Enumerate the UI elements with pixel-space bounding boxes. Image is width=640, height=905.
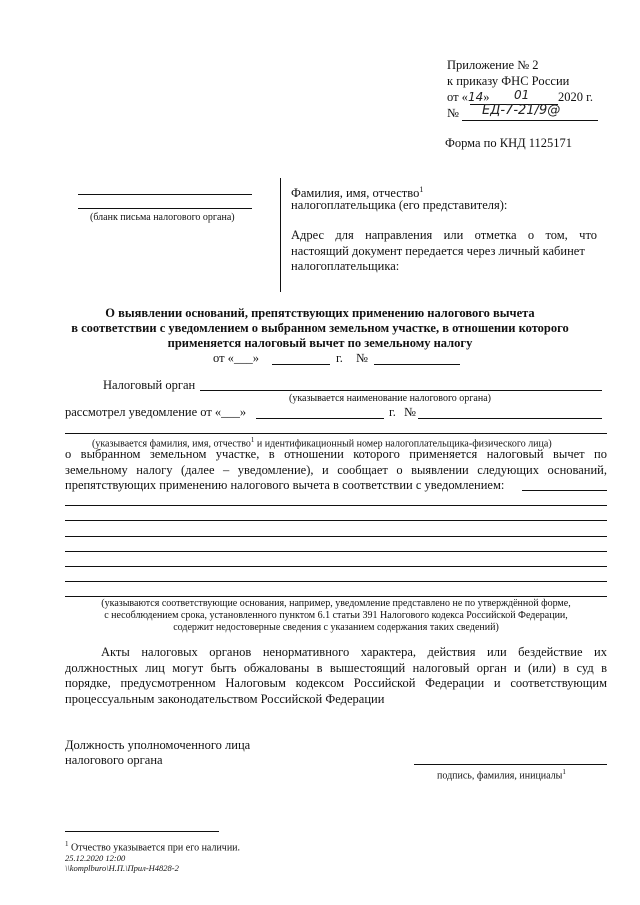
reasons-line-7 — [65, 596, 607, 597]
reasons-line-0 — [522, 490, 607, 491]
order-date-month: 01 — [514, 88, 530, 102]
blank-line-2 — [78, 208, 252, 209]
order-reference: к приказу ФНС России — [447, 74, 570, 88]
tax-body-line — [200, 390, 602, 391]
person-caption-sup: 1 — [250, 436, 255, 444]
footnote-meta-path: \\komplburo\Н.П.\Прил-Н4828-2 — [65, 863, 179, 873]
title-date-day: ___ — [233, 351, 253, 365]
title-date-mid: » — [252, 351, 259, 365]
form-code: Форма по КНД 1125171 — [445, 136, 573, 150]
paragraph-1-line-2: земельному налогу (далее – уведомление), и сообщает о выявлении следующих оснований, — [65, 463, 607, 477]
signature-line — [414, 764, 607, 765]
addressee-name-sup: 1 — [419, 185, 424, 194]
tax-body-label: Налоговый орган — [103, 378, 196, 392]
reasons-line-5 — [65, 566, 607, 567]
reviewed-number-line — [418, 418, 602, 419]
signature-caption — [437, 766, 566, 782]
reasons-line-3 — [65, 536, 607, 537]
reasons-line-2 — [65, 520, 607, 521]
addressee-address-2: настоящий документ передается через личный кабинет — [291, 244, 585, 258]
appendix-title: Приложение № 2 — [447, 58, 539, 72]
title-year: г. — [336, 351, 343, 365]
signature-caption-text: подпись, фамилия, инициалы — [437, 770, 563, 782]
reviewed-date-line — [256, 418, 384, 419]
person-caption-b: и идентификационный номер налогоплательщика-физического лица) — [254, 438, 552, 450]
addressee-address-3: налогоплательщика: — [291, 259, 400, 273]
title-number-line — [374, 364, 460, 365]
addressee-address-1: Адрес для направления или отметка о том, что — [291, 228, 597, 242]
paragraph-1-line-1: о выбранном земельном участке, в отношении которого применяется налоговый вычет по — [65, 447, 607, 461]
order-number: ЕД-7-21/9@ — [482, 103, 561, 118]
title-line-2: в соответствии с уведомлением о выбранном земельном участке, в отношении которого — [71, 321, 569, 335]
paragraph-2-line-2: должностных лиц могут быть обжалованы в вышестоящий налоговый орган и (или) в суд в — [65, 661, 607, 675]
title-number: № — [356, 351, 368, 365]
reviewed-day: ___ — [221, 405, 240, 419]
tax-body-caption: (указывается наименование налогового органа) — [289, 393, 491, 404]
order-date-year: 2020 г. — [558, 90, 593, 104]
reasons-caption-1: (указываются соответствующие основания, например, уведомление представлено не по утверждённой форме, — [101, 598, 571, 609]
footnote-meta-date: 25.12.2020 12:00 — [65, 853, 126, 863]
signatory-position-2: налогового органа — [65, 753, 163, 767]
footnote — [65, 838, 240, 854]
reviewed-text — [65, 405, 246, 420]
paragraph-1-line-3: препятствующих применению налогового вычета в соответствии с уведомлением: — [65, 478, 505, 492]
addressee-divider — [280, 178, 281, 292]
order-number-prefix: № — [447, 106, 459, 120]
blank-line-1 — [78, 194, 252, 195]
paragraph-2-line-3: порядке, предусмотренном Налоговым кодексом Российской Федерации и соответствующим — [65, 676, 607, 690]
reviewed-mid: » — [239, 405, 247, 419]
signatory-position-1: Должность уполномоченного лица — [65, 738, 251, 752]
person-caption-a: (указывается фамилия, имя, отчество — [92, 438, 251, 450]
reasons-line-4 — [65, 551, 607, 552]
addressee-name-text: Фамилия, имя, отчество — [291, 186, 420, 201]
paragraph-2-line-1: Акты налоговых органов ненормативного характера, действия или бездействие их — [101, 645, 607, 659]
reviewed-number: № — [404, 405, 416, 419]
reasons-line-6 — [65, 581, 607, 582]
paragraph-2-line-4: процессуальным законодательством Российской Федерации — [65, 692, 385, 706]
order-date-day: 14 — [467, 90, 484, 104]
reasons-line-1 — [65, 505, 607, 506]
reviewed-prefix: рассмотрел уведомление от « — [65, 405, 222, 419]
title-line-1: О выявлении оснований, препятствующих применению налогового вычета — [105, 306, 535, 320]
footnote-text: Отчество указывается при его наличии. — [68, 842, 241, 854]
order-date-mid: » — [483, 90, 490, 104]
title-line-3: применяется налоговый вычет по земельному налогу — [167, 336, 473, 350]
title-date — [213, 351, 259, 366]
title-date-line — [272, 364, 330, 365]
title-date-prefix: от « — [213, 351, 234, 365]
addressee-name-label-2: налогоплательщика (его представителя): — [291, 198, 508, 212]
order-date-prefix: от « — [447, 90, 468, 104]
signature-caption-sup: 1 — [562, 768, 566, 776]
order-number-underline — [462, 120, 598, 121]
reviewed-year: г. — [389, 405, 396, 419]
footnote-sup: 1 — [65, 840, 69, 848]
footnote-separator — [65, 831, 219, 832]
blank-caption: (бланк письма налогового органа) — [90, 212, 235, 223]
reasons-caption-3: содержит недостоверные сведения с указанием содержания таких сведений) — [173, 622, 499, 633]
reasons-caption-2: с несоблюдением срока, установленного пунктом 6.1 статьи 391 Налогового кодекса Российской Федерации, — [104, 610, 568, 621]
